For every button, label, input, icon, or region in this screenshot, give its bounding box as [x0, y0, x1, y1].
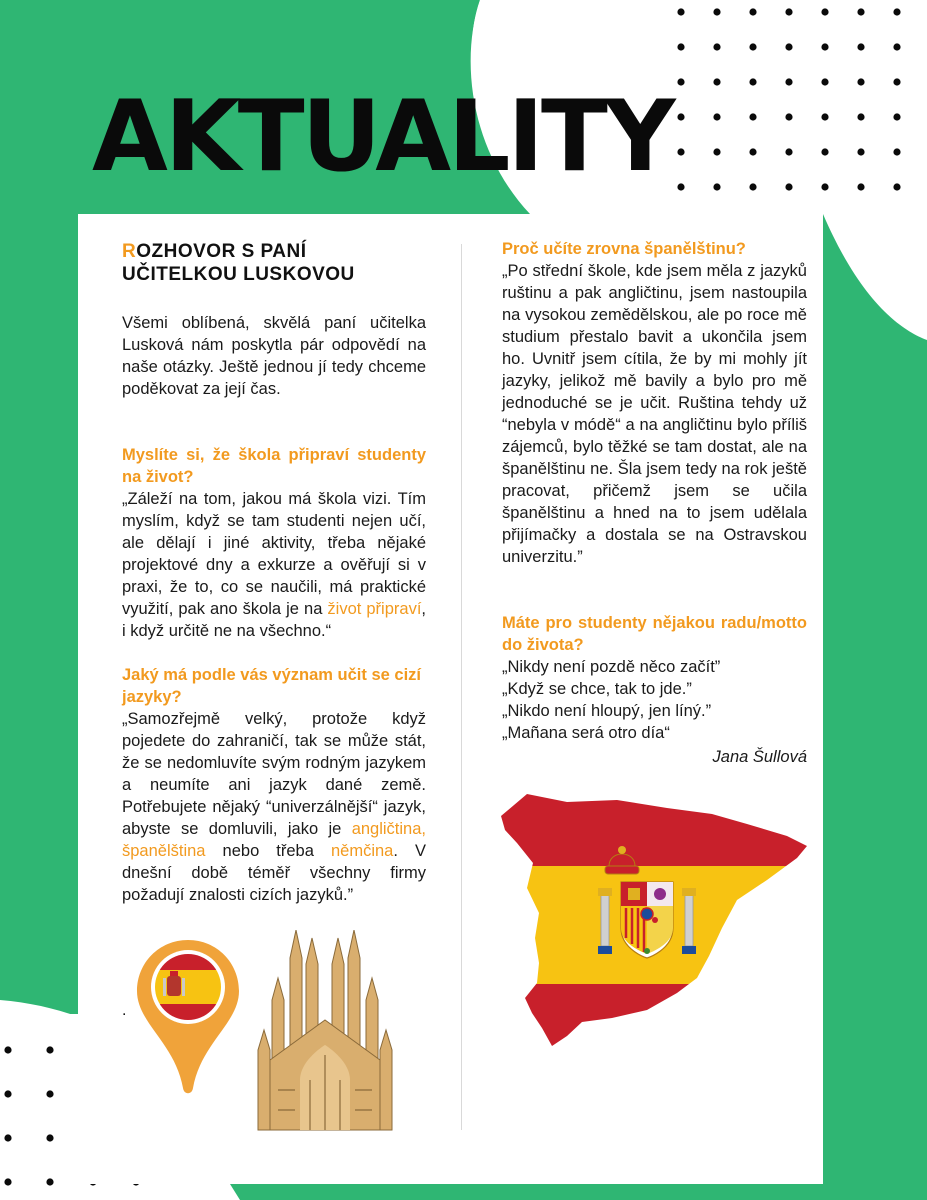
motto-1: „Nikdy není pozdě něco začít” [502, 658, 721, 676]
page-title: AKTUALITY [92, 80, 673, 194]
motto-4: „Mañana será otro día“ [502, 724, 670, 742]
spain-map-flag-icon [497, 788, 809, 1055]
answer-3: „Po střední škole, kde jsem měla z jazyků ruštinu a pak angličtinu, jsem nastoupila na vysokou zemědělskou, ale po roce mě studium přestalo bavit a ukončila jsem ho. Uvnitř jsem cítila, že by mi mohly jít jazyky, jelikož mě bavily a bylo pro mě jednoduché se je učit. Ruština tehdy už “nebyla v módě“ a na angličtinu bylo příliš zájemců, bylo těžké se tam dostat, ale na španělštinu ne. Šla jsem tedy na rok ještě pracovat, přičemž jsem se učila španělštinu a hned na to jsem udělala přijímačky a dostala se na Ostravskou univerzitu.” [502, 262, 807, 566]
motto-2: „Když se chce, tak to jde.” [502, 680, 692, 698]
article-intro: Všemi oblíbená, skvělá paní učitelka Lusková nám poskytla pár odpovědí na naše otázky. Ještě jednou jí tedy chceme poděkovat za její čas. [122, 314, 426, 398]
article-right-column [502, 238, 807, 768]
answer-1: „Záleží na tom, jakou má škola vizi. Tím myslím, když se tam studenti nejen učí, ale dělají i jiné aktivity, třeba nějaké projektové dny a exkurze a ověřují si v praxi, že to, co se naučili, má praktické využití, pak ano škola je na život připraví, i když určitě ne na všechno.“ [122, 490, 426, 640]
question-3: Proč učíte zrovna španělštinu? [502, 240, 746, 258]
author-signature: Jana Šullová [712, 748, 807, 766]
green-shape-bottom [230, 1184, 927, 1200]
highlight-languages: angličtina, španělština [122, 820, 426, 860]
green-shape-left [0, 214, 78, 1014]
location-pin-icon [135, 938, 241, 1103]
highlight-zivot: život připraví [327, 600, 422, 618]
column-divider [461, 244, 462, 1130]
article-heading: ROZHOVOR S PANÍ UČITELKOU LUSKOVOU [122, 241, 355, 285]
question-1: Myslíte si, že škola připraví studenty na život? [122, 446, 426, 486]
stray-dot: . [122, 1002, 127, 1019]
question-2: Jaký má podle vás význam učit se cizí jazyky? [122, 666, 421, 706]
sagrada-familia-icon [250, 930, 400, 1137]
answer-2: „Samozřejmě velký, protože když pojedete do zahraničí, tak se může stát, že se nedomluvíte svým rodným jazykem a neumíte ani jazyk dané země. Potřebujete nějaký “univerzálnější“ jazyk, abyste se domluvili, jako je angličtina, španělština nebo třeba němčina. V dnešní době téměř všechny firmy požadují znalosti cizích jazyků.” [122, 710, 426, 904]
highlight-nemcina: němčina [330, 842, 394, 860]
question-4: Máte pro studenty nějakou radu/motto do života? [502, 614, 807, 654]
article-left-column [122, 240, 426, 906]
green-shape-right [823, 214, 927, 1200]
motto-3: „Nikdo není hloupý, jen líný.” [502, 702, 712, 720]
